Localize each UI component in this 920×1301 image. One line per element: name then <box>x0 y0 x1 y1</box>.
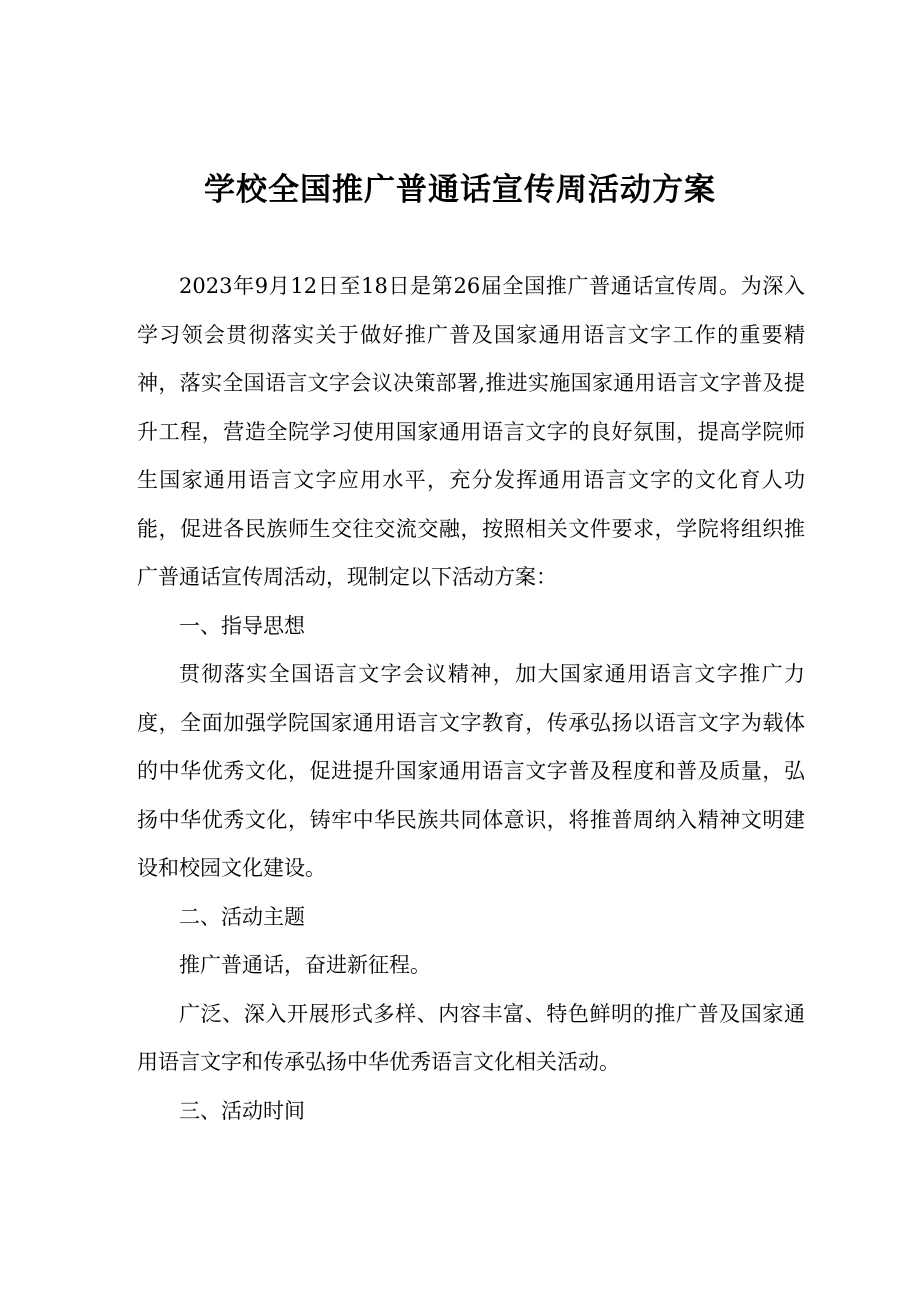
document-title: 学校全国推广普通话宣传周活动方案 <box>204 172 716 208</box>
activity-theme-paragraph: 推广普通话，奋进新征程。 <box>179 953 431 977</box>
section-heading-guiding-ideology: 一、指导思想 <box>179 613 305 638</box>
section-heading-activity-time: 三、活动时间 <box>179 1098 305 1123</box>
document-body <box>137 262 805 1135</box>
activity-theme-description: 广泛、深入开展形式多样、内容丰富、特色鲜明的推广普及国家通用语言文字和传承弘扬中华优秀语言文化相关活动。 <box>137 1001 805 1074</box>
section-heading-activity-theme: 二、活动主题 <box>179 904 305 929</box>
intro-paragraph: 2023年9月12日至18日是第26届全国推广普通话宣传周。为深入学习领会贯彻落实关于做好推广普及国家通用语言文字工作的重要精神，落实全国语言文字会议决策部署,推进实施国家通用语言文字普及提升工程，营造全院学习使用国家通用语言文字的良好氛围，提高学院师生国家通用语言文字应用水平，充分发挥通用语言文字的文化育人功能，促进各民族师生交往交流交融，按照相关文件要求，学院将组织推广普通话宣传周活动，现制定以下活动方案： <box>137 274 805 589</box>
guiding-ideology-paragraph: 贯彻落实全国语言文字会议精神，加大国家通用语言文字推广力度，全面加强学院国家通用语言文字教育，传承弘扬以语言文字为载体的中华优秀文化，促进提升国家通用语言文字普及程度和普及质量，弘扬中华优秀文化，铸牢中华民族共同体意识，将推普周纳入精神文明建设和校园文化建设。 <box>137 662 805 880</box>
